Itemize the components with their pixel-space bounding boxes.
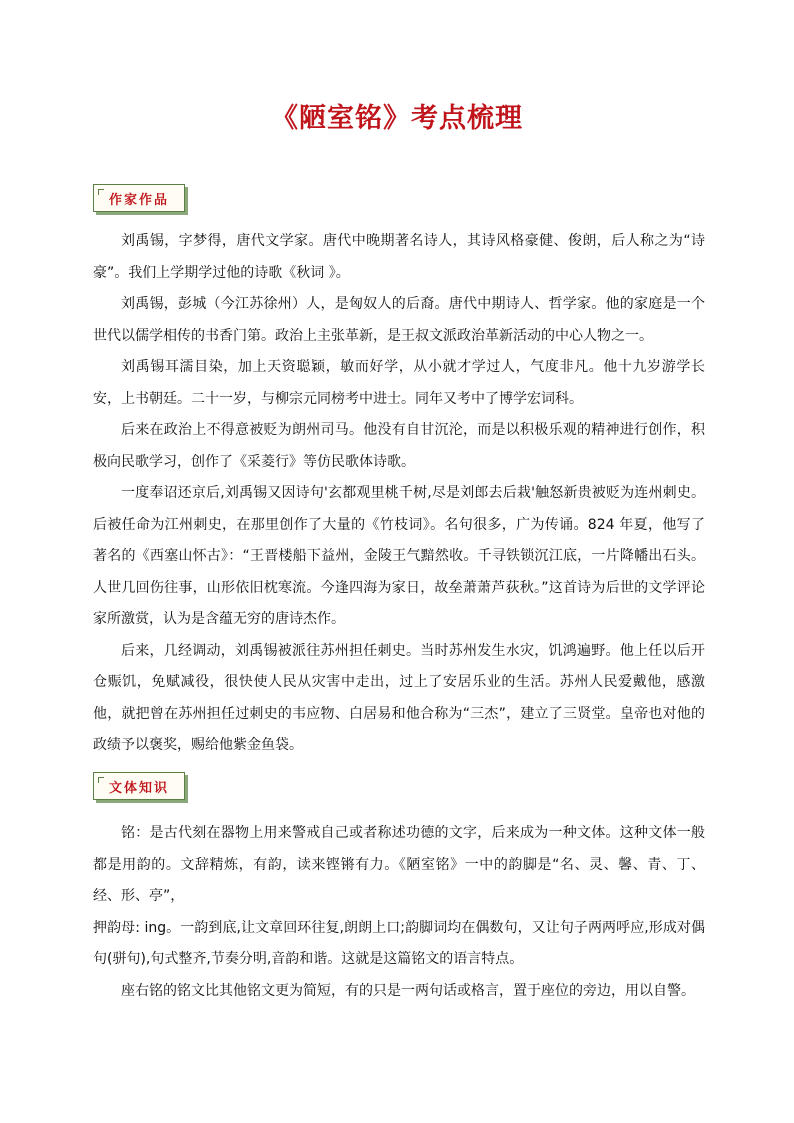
paragraph: 座右铭的铭文比其他铭文更为简短，有的只是一两句话或格言，置于座位的旁边，用以自警。 [121,982,695,999]
corner-mark-icon [98,777,104,783]
paragraph: 刘禹锡，字梦得，唐代文学家。唐代中晚期著名诗人，其诗风格豪健、俊朗，后人称之为“诗豪”。我们上学期学过他的诗歌《秋词 》。 [93,233,705,281]
section-tag-genre [93,772,185,800]
section-tag-label: 作家作品 [108,192,169,208]
page-title: 《陋室铭》考点梳理 [271,103,523,134]
paragraph: 后来，几经调动，刘禹锡被派往苏州担任刺史。当时苏州发生水灾，饥鸿遍野。他上任以后开仓赈饥，免赋减役，很快使人民从灾害中走出，过上了安居乐业的生活。苏州人民爱戴他，感激他，就把曾在苏州担任过刺史的韦应物、白居易和他合称为“三杰”，建立了三贤堂。皇帝也对他的政绩予以褒奖，赐给他紫金鱼袋。 [93,642,705,753]
genre-section-body [93,818,705,1007]
section-tag-author [93,184,185,212]
paragraph: 一度奉诏还京后,刘禹锡又因诗句'玄都观里桃千树,尽是刘郎去后栽'触怒新贵被贬为连州刺史。后被任命为江州刺史，在那里创作了大量的《竹枝词》。名句很多，广为传诵。824 年夏，他写了著名的《西塞山怀古》：“王晋楼船下益州，金陵王气黯然收。千寻铁锁沉江底，一片降幡出石头。人世几回伤往事，山形依旧枕寒流。今逢四海为家日，故垒萧萧芦荻秋。”这首诗为后世的文学评论家所激赏，认为是含蕴无穷的唐诗杰作。 [93,485,705,627]
paragraph: 刘禹锡耳濡目染，加上天资聪颖，敏而好学，从小就才学过人，气度非凡。他十九岁游学长安，上书朝廷。二十一岁，与柳宗元同榜考中进士。同年又考中了博学宏词科。 [93,359,705,407]
paragraph: 后来在政治上不得意被贬为朗州司马。他没有自甘沉沦，而是以积极乐观的精神进行创作，积极向民歌学习，创作了《采菱行》等仿民歌体诗歌。 [93,422,705,470]
paragraph: 刘禹锡，彭城（今江苏徐州）人，是匈奴人的后裔。唐代中期诗人、哲学家。他的家庭是一个世代以儒学相传的书香门第。政治上主张革新，是王叔文派政治革新活动的中心人物之一。 [93,296,705,344]
author-section-body [93,226,705,762]
corner-mark-icon [98,189,104,195]
paragraph: 铭：是古代刻在器物上用来警戒自己或者称述功德的文字，后来成为一种文体。这种文体一般都是用韵的。文辞精炼，有韵，读来铿锵有力。《陋室铭》一中的韵脚是“名、灵、馨、青、丁、经、形、亭”， [93,825,705,904]
paragraph: 押韵母: ing。一韵到底,让文章回环往复,朗朗上口;韵脚词均在偶数句，又让句子两两呼应,形成对偶句(骈句),句式整齐,节奏分明,音韵和谐。这就是这篇铭文的语言特点。 [93,919,705,967]
section-tag-label: 文体知识 [108,780,169,796]
